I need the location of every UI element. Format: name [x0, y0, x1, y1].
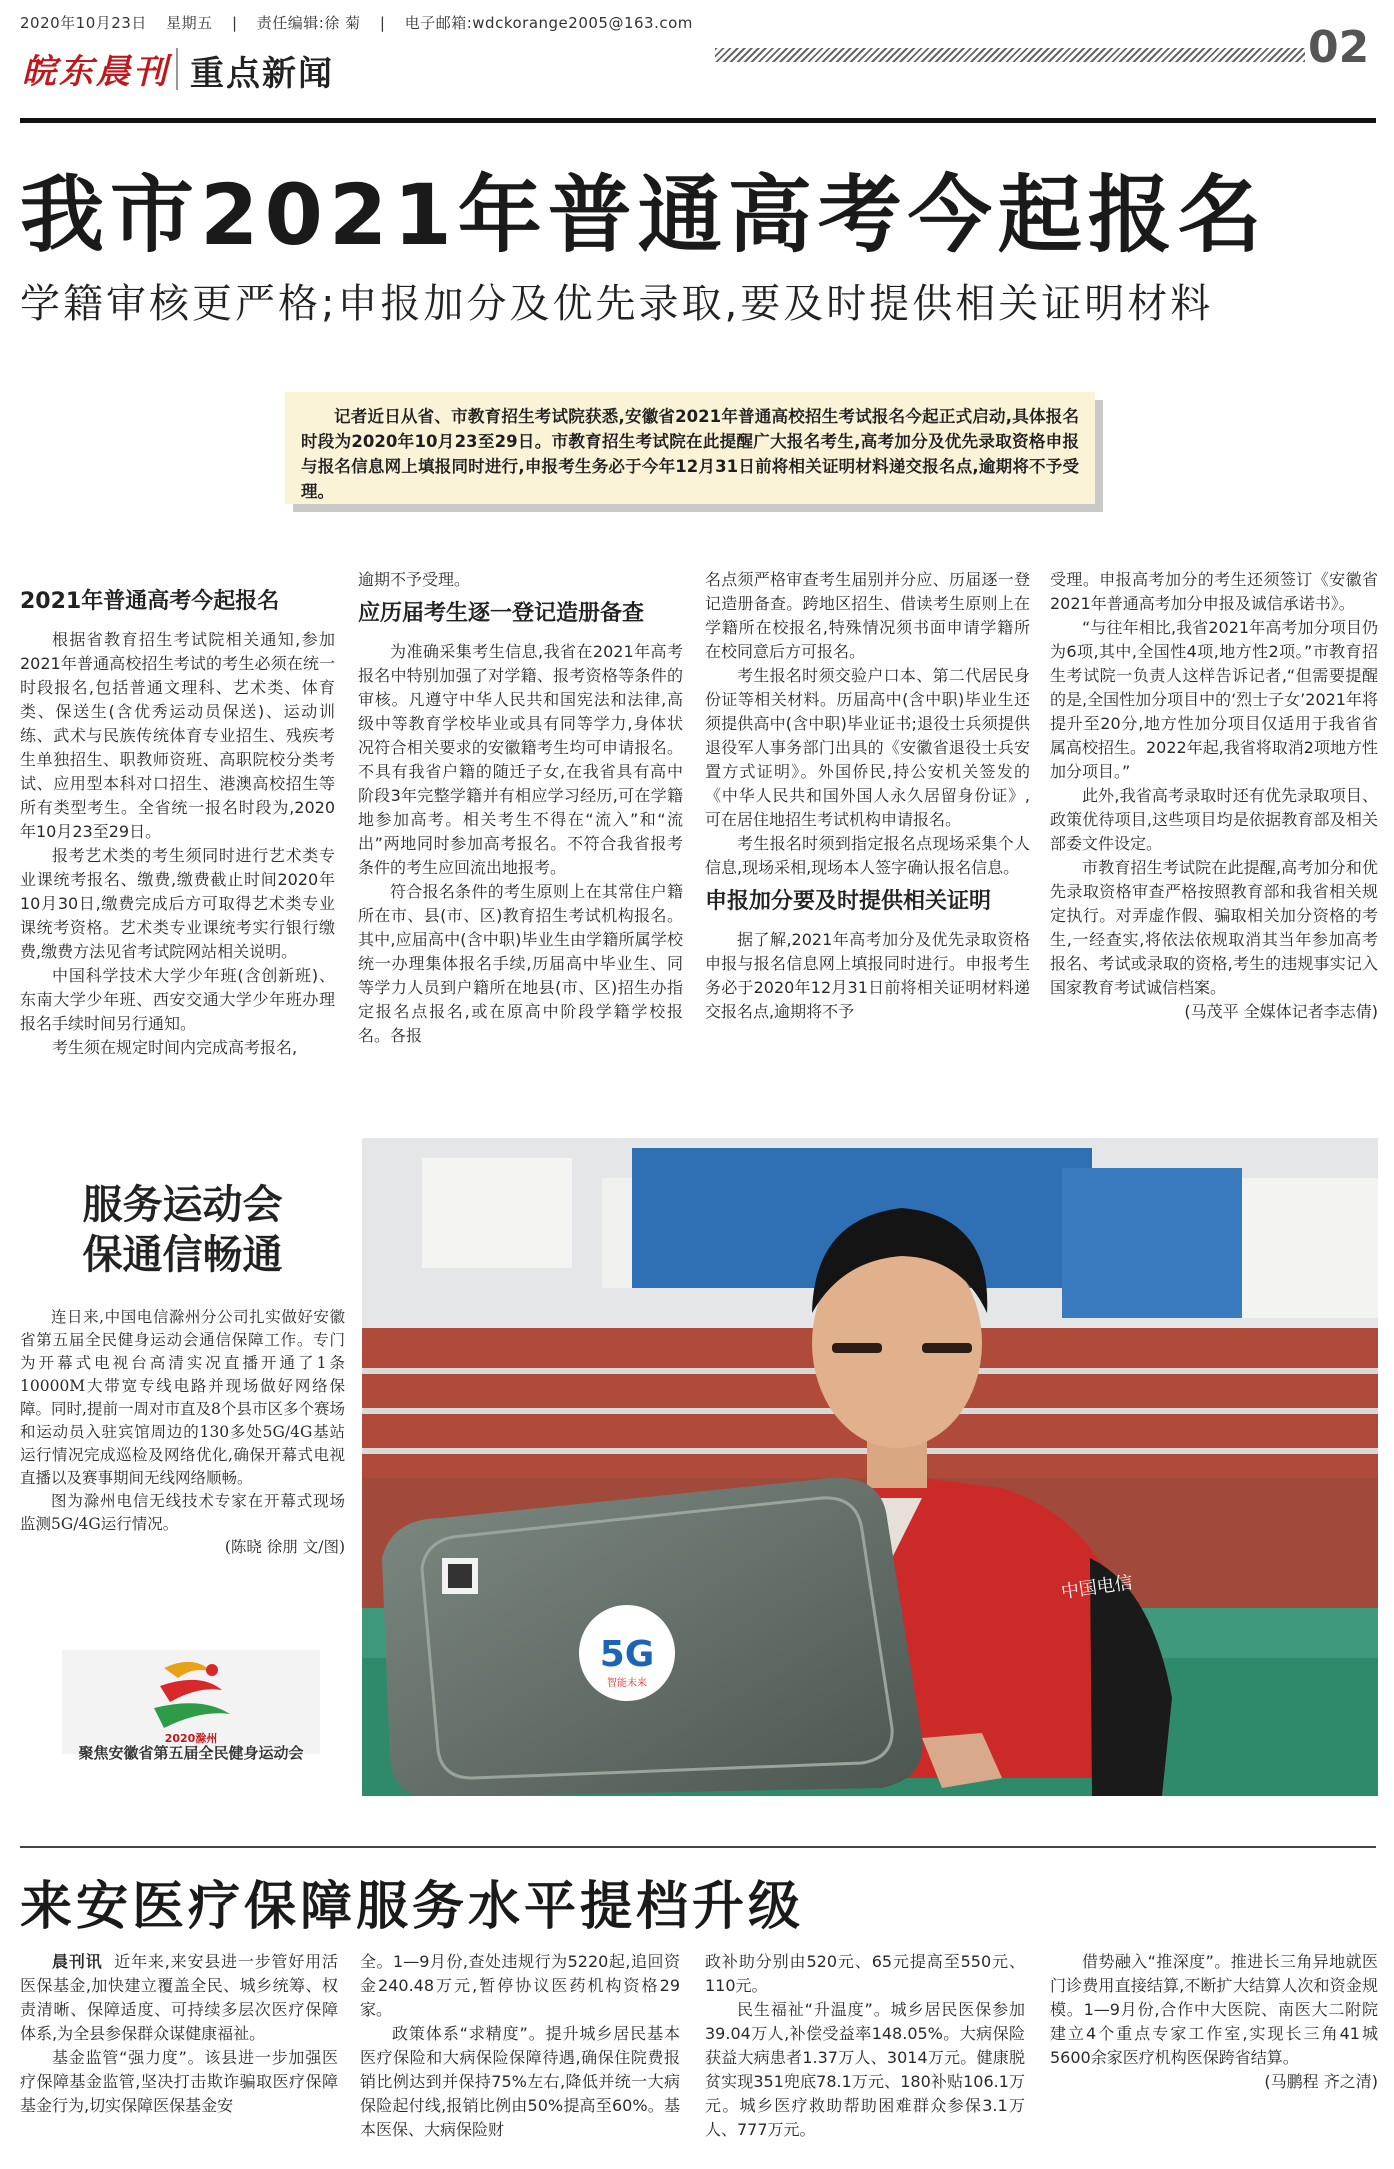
photo-story-title-line-2: 保通信畅通 — [82, 1231, 283, 1278]
header-rule — [20, 118, 1376, 123]
paragraph: “与往年相比,我省2021年高考加分项目仍为6项,其中,全国性4项,地方性2项。”市教育招生考试院一负责人这样告诉记者,“但需要提醒的是,全国性加分项目中的‘烈士子女’2021年将提升至20分,地方性加分项目仅适用于我省省属高校招生。2022年起,我省将取消2项地方性加分项目。” — [1050, 618, 1378, 781]
paragraph: 考生须在规定时间内完成高考报名, — [52, 1038, 298, 1057]
games-logo-caption: 聚焦安徽省第五届全民健身运动会 — [78, 1744, 304, 1762]
byline: (马茂平 全媒体记者李志倩) — [1184, 1002, 1378, 1021]
paragraph: 此外,我省高考录取时还有优先录取项目、政策优待项目,这些项目均是依据教育部及相关部委文件设定。 — [1050, 786, 1378, 853]
newspaper-logo: 皖东晨刊 — [22, 52, 170, 92]
vest-logo-text: 中国电信 — [1059, 1572, 1134, 1603]
photo-credit: (陈晓 徐朋 文/图) — [224, 1538, 345, 1556]
paragraph: 政补助分别由520元、65元提高至550元、110元。 — [705, 1952, 1025, 1995]
paragraph: 全。1—9月份,查处违规行为5220起,追回资金240.48万元,暂停协议医药机构资格29家。 — [360, 1952, 680, 2019]
section-divider — [20, 1846, 1376, 1848]
paragraph: 政策体系“求精度”。提升城乡居民基本医疗保险和大病保险保障待遇,确保住院费报销比例达到并保持75%左右,降低并统一大病保险起付线,报销比例由50%提高至60%。基本医保、大病保险财 — [360, 2024, 680, 2139]
paragraph: 考生报名时须到指定报名点现场采集个人信息,现场采相,现场本人签字确认报名信息。 — [705, 834, 1030, 877]
paragraph: 受理。申报高考加分的考生还须签订《安徽省2021年普通高考加分申报及诚信承诺书》。 — [1050, 570, 1378, 613]
bottom-column-3 — [705, 1950, 1025, 2142]
laptop-5g-badge: 5G — [599, 1634, 655, 1675]
paragraph: 市教育招生考试院在此提醒,高考加分和优先录取资格审查严格按照教育部和我省相关规定执行。对弄虚作假、骗取相关加分资格的考生,一经查实,将依法依规取消其当年参加高考报名、考试或录取的资格,考生的违规事实记入国家教育考试诚信档案。 — [1050, 858, 1378, 997]
games-logo-year: 2020滁州 — [164, 1732, 218, 1745]
photo-story-title-line-1: 服务运动会 — [82, 1181, 283, 1228]
paragraph: 中国科学技术大学少年班(含创新班)、东南大学少年班、西安交通大学少年班办理报名手续时间另行通知。 — [20, 966, 335, 1033]
news-photo — [362, 1138, 1378, 1796]
photo-story-sidebar — [20, 1180, 345, 1559]
masthead-info: 2020年10月23日 星期五 | 责任编辑:徐 菊 | 电子邮箱:wdckorange2005@163.com — [20, 14, 693, 32]
paragraph: 逾期不予受理。 — [358, 570, 471, 589]
paragraph: 据了解,2021年高考加分及优先录取资格申报与报名信息网上填报同时进行。申报考生务必于2020年12月31日前将相关证明材料递交报名点,逾期将不予 — [705, 930, 1030, 1021]
masthead-divider — [176, 48, 178, 90]
paragraph: 借势融入“推深度”。推进长三角异地就医门诊费用直接结算,不断扩大结算人次和资金规模。1—9月份,合作中大医院、南医大二附院建立4个重点专家工作室,实现长三角41城5600余家医疗机构医保跨省结算。 — [1050, 1952, 1378, 2067]
photo-story-text — [20, 1306, 345, 1559]
contact-email: 电子邮箱:wdckorange2005@163.com — [404, 14, 693, 32]
paragraph: 报考艺术类的考生须同时进行艺术类专业课统考报名、缴费,缴费截止时间2020年10月30日,缴费完成后方可取得艺术类专业课统考资格。艺术类专业课统考实行银行缴费,缴费方法见省考试院网站相关说明。 — [20, 846, 335, 961]
paragraph: 符合报名条件的考生原则上在其常住户籍所在市、县(市、区)教育招生考试机构报名。其中,应届高中(含中职)毕业生由学籍所属学校统一办理集体报名手续,历届高中毕业生、同等学力人员到户籍所在地县(市、区)招生办指定报名点报名,或在原高中阶段学籍学校报名。各报 — [358, 882, 683, 1045]
bottom-column-4 — [1050, 1950, 1378, 2094]
paragraph: 基金监管“强力度”。该县进一步加强医疗保障基金监管,坚决打击欺诈骗取医疗保障基金行为,切实保障医保基金安 — [20, 2048, 338, 2115]
issue-date: 2020年10月23日 — [20, 14, 147, 32]
second-headline: 来安医疗保障服务水平提档升级 — [20, 1877, 805, 1937]
main-headline: 我市2021年普通高考今起报名 — [20, 166, 1268, 264]
paragraph: 图为滁州电信无线技术专家在开幕式现场监测5G/4G运行情况。 — [20, 1492, 345, 1533]
paragraph: 为准确采集考生信息,我省在2021年高考报名中特别加强了对学籍、报考资格等条件的审核。凡遵守中华人民共和国宪法和法律,高级中等教育学校毕业或具有同等学力,身体状况符合相关要求的安徽籍考生均可申请报名。不具有我省户籍的随迁子女,在我省具有高中阶段3年完整学籍并有相应学习经历,可在学籍地参加高考。相关考生不得在“流入”和“流出”两地同时参加高考报名。不符合我省报考条件的考生应回流出地报考。 — [358, 642, 683, 877]
paragraph: 连日来,中国电信滁州分公司扎实做好安徽省第五届全民健身运动会通信保障工作。专门为开幕式电视台高清实况直播开通了1条10000M大带宽专线电路并现场做好网络保障。同时,提前一周对市直及8个县市区多个赛场和运动员入驻宾馆周边的130多处5G/4G基站运行情况完成巡检及网络优化,确保开幕式电视直播以及赛事期间无线网络顺畅。 — [20, 1308, 345, 1487]
article-column-3 — [705, 568, 1030, 1024]
editor-credit: 责任编辑:徐 菊 — [256, 14, 361, 32]
paragraph — [20, 1950, 338, 2046]
article-column-1 — [20, 580, 335, 1060]
issue-weekday: 星期五 — [166, 14, 213, 32]
paragraph: 民生福祉“升温度”。城乡居民医保参加39.04万人,补偿受益率148.05%。大病保险获益大病患者1.37万人、3014万元。健康脱贫实现351兜底78.1万元、180补贴106.1万元。城乡医疗救助帮助困难群众参保3.1万人、777万元。 — [705, 2000, 1025, 2139]
lead-text: 近年来,来安县进一步管好用活医保基金,加快建立覆盖全民、城乡统筹、权责清晰、保障适度、可持续多层次医疗保障体系,为全县参保群众谋健康福祉。 — [20, 1952, 338, 2043]
bottom-column-1 — [20, 1950, 338, 2118]
byline: (马鹏程 齐之清) — [1264, 2072, 1378, 2091]
news-dateline: 晨刊讯 — [52, 1952, 103, 1971]
paragraph: 名点须严格审查考生届别并分应、历届逐一登记造册备查。跨地区招生、借读考生原则上在学籍所在校报名,特殊情况须书面申请学籍所在校同意后方可报名。 — [705, 570, 1030, 661]
lead-box: 记者近日从省、市教育招生考试院获悉,安徽省2021年普通高校招生考试报名今起正式启动,具体报名时段为2020年10月23至29日。市教育招生考试院在此提醒广大报名考生,高考加分及优先录取资格申报与报名信息网上填报同时进行,申报考生务必于今年12月31日前将相关证明材料递交报名点,逾期将不予受理。 — [285, 392, 1095, 504]
games-logo — [62, 1650, 320, 1754]
paragraph: 根据省教育招生考试院相关通知,参加2021年普通高校招生考试的考生必须在统一时段报名,包括普通文理科、艺术类、体育类、保送生(含优秀运动员保送)、运动训练、武术与民族传统体育专业招生、残疾考生单独招生、职教师资班、高职院校分类考试、应用型本科对口招生、港澳高校招生等所有类型考生。全省统一报名时段为,2020年10月23至29日。 — [20, 630, 335, 841]
page-number: 02 — [1308, 22, 1370, 73]
column-heading: 2021年普通高考今起报名 — [20, 589, 280, 614]
laptop-badge-subtext: 智能未来 — [607, 1678, 647, 1689]
main-subheadline: 学籍审核更严格;申报加分及优先录取,要及时提供相关证明材料 — [20, 281, 1214, 327]
section-title: 重点新闻 — [190, 54, 334, 94]
paragraph: 考生报名时须交验户口本、第二代居民身份证等相关材料。历届高中(含中职)毕业生还须提供高中(含中职)毕业证书;退役士兵须提供退役军人事务部门出具的《安徽省退役士兵安置方式证明》。外国侨民,持公安机关签发的《中华人民共和国外国人永久居留身份证》,可在居住地招生考试机构申请报名。 — [705, 666, 1030, 829]
column-heading: 申报加分要及时提供相关证明 — [705, 889, 992, 914]
decorative-hatch — [715, 48, 1305, 62]
bottom-column-2 — [360, 1950, 680, 2142]
column-heading: 应历届考生逐一登记造册备查 — [358, 601, 645, 626]
article-column-4 — [1050, 568, 1378, 1024]
article-column-2 — [358, 568, 683, 1048]
